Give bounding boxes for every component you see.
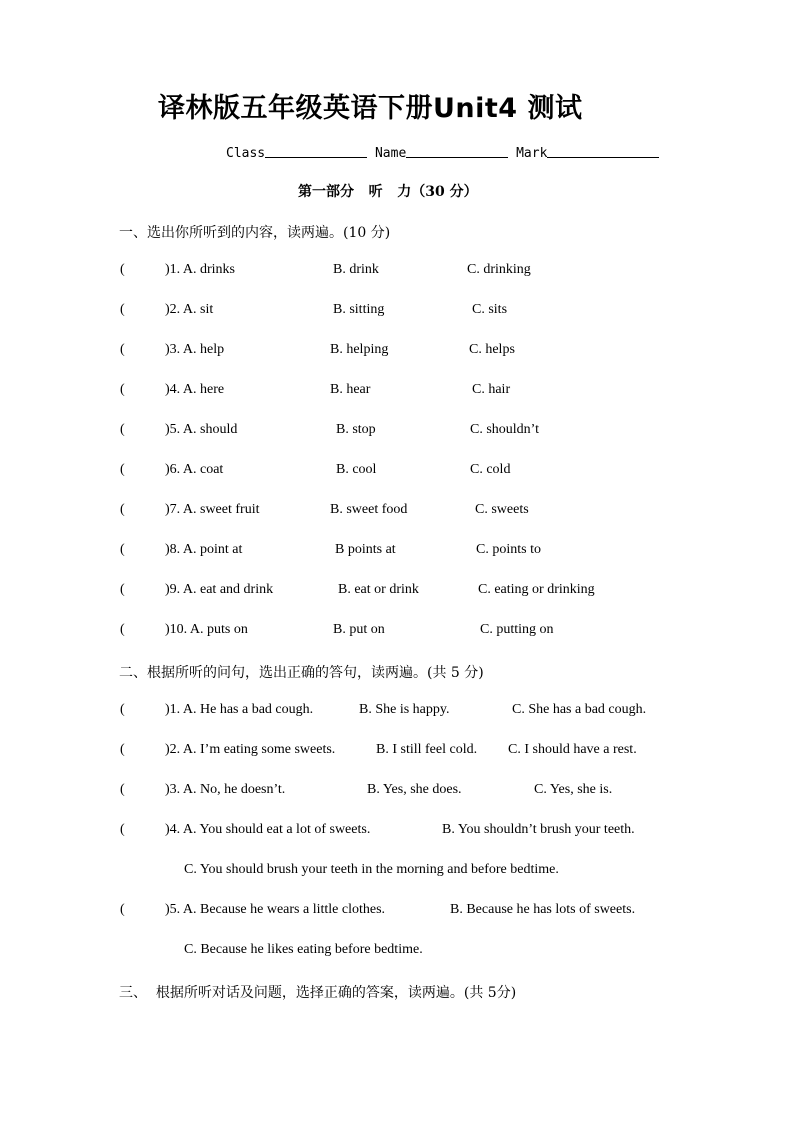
answer-paren[interactable]: ( [120, 502, 125, 517]
part-one-title: 第一部分 听 力（30 分） [298, 184, 478, 200]
answer-paren[interactable]: ( [120, 422, 125, 437]
option-c: C. sweets [475, 502, 529, 517]
mark-label: Mark [516, 146, 548, 161]
option-b: B. stop [336, 422, 376, 437]
answer-paren[interactable]: ( [120, 902, 125, 917]
option-a: )4. A. You should eat a lot of sweets. [165, 822, 371, 837]
option-a: )9. A. eat and drink [165, 582, 274, 597]
section-two-heading: 二、根据所听的问句，选出正确的答句，读两遍。(共 5 分) [119, 665, 484, 681]
option-a: )1. A. drinks [165, 262, 235, 277]
answer-paren[interactable]: ( [120, 342, 125, 357]
option-a: )2. A. I’m eating some sweets. [165, 742, 336, 757]
option-a: )7. A. sweet fruit [165, 502, 260, 517]
option-b: B. drink [333, 262, 379, 277]
option-b: B. Because he has lots of sweets. [450, 902, 636, 917]
student-info-line [226, 144, 659, 161]
answer-paren[interactable]: ( [120, 822, 125, 837]
option-a: )5. A. Because he wears a little clothes. [165, 902, 386, 917]
option-b: B. Yes, she does. [367, 782, 462, 797]
page-title: 译林版五年级英语下册Unit4 测试 [158, 93, 583, 124]
name-label: Name [374, 146, 407, 161]
option-b: B. sitting [333, 302, 385, 317]
option-c: C. drinking [467, 262, 531, 277]
answer-paren[interactable]: ( [120, 742, 125, 757]
answer-paren[interactable]: ( [120, 582, 125, 597]
option-a: )4. A. here [165, 382, 225, 397]
option-b: B. put on [333, 622, 385, 637]
class-label: Class [226, 146, 266, 161]
name-blank [406, 144, 508, 158]
option-b: B. hear [330, 382, 371, 397]
option-c: C. cold [470, 462, 511, 477]
answer-paren[interactable]: ( [120, 302, 125, 317]
option-b: B. She is happy. [359, 702, 450, 717]
option-a: )5. A. should [165, 422, 238, 437]
option-b: B points at [335, 542, 396, 557]
option-a: )3. A. No, he doesn’t. [165, 782, 286, 797]
option-c: C. I should have a rest. [508, 742, 637, 757]
option-b: B. helping [330, 342, 389, 357]
option-b: B. eat or drink [338, 582, 419, 597]
option-a: )6. A. coat [165, 462, 224, 477]
option-c: C. eating or drinking [478, 582, 595, 597]
answer-paren[interactable]: ( [120, 782, 125, 797]
answer-paren[interactable]: ( [120, 542, 125, 557]
class-blank [265, 144, 367, 158]
section-three-heading: 三、 根据所听对话及问题，选择正确的答案，读两遍。(共 5分) [119, 985, 517, 1001]
option-c: C. putting on [480, 622, 554, 637]
answer-paren[interactable]: ( [120, 702, 125, 717]
section-one-heading: 一、选出你所听到的内容，读两遍。(10 分) [119, 225, 391, 241]
option-c: C. Because he likes eating before bedtime. [184, 942, 423, 957]
option-b: B. sweet food [330, 502, 408, 517]
option-b: B. cool [336, 462, 377, 477]
option-b: B. I still feel cold. [376, 742, 478, 757]
option-c: C. Yes, she is. [534, 782, 613, 797]
answer-paren[interactable]: ( [120, 262, 125, 277]
option-c: C. points to [476, 542, 541, 557]
option-c: C. helps [469, 342, 515, 357]
option-c: C. shouldn’t [470, 422, 539, 437]
option-c: C. She has a bad cough. [512, 702, 647, 717]
mark-blank [547, 144, 659, 158]
option-a: )2. A. sit [165, 302, 214, 317]
option-a: )3. A. help [165, 342, 225, 357]
option-a: )1. A. He has a bad cough. [165, 702, 314, 717]
answer-paren[interactable]: ( [120, 462, 125, 477]
answer-paren[interactable]: ( [120, 382, 125, 397]
option-a: )8. A. point at [165, 542, 243, 557]
option-b: B. You shouldn’t brush your teeth. [442, 822, 635, 837]
option-a: )10. A. puts on [165, 622, 248, 637]
option-c: C. hair [472, 382, 511, 397]
answer-paren[interactable]: ( [120, 622, 125, 637]
option-c: C. You should brush your teeth in the morning and before bedtime. [184, 862, 559, 877]
option-c: C. sits [472, 302, 508, 317]
